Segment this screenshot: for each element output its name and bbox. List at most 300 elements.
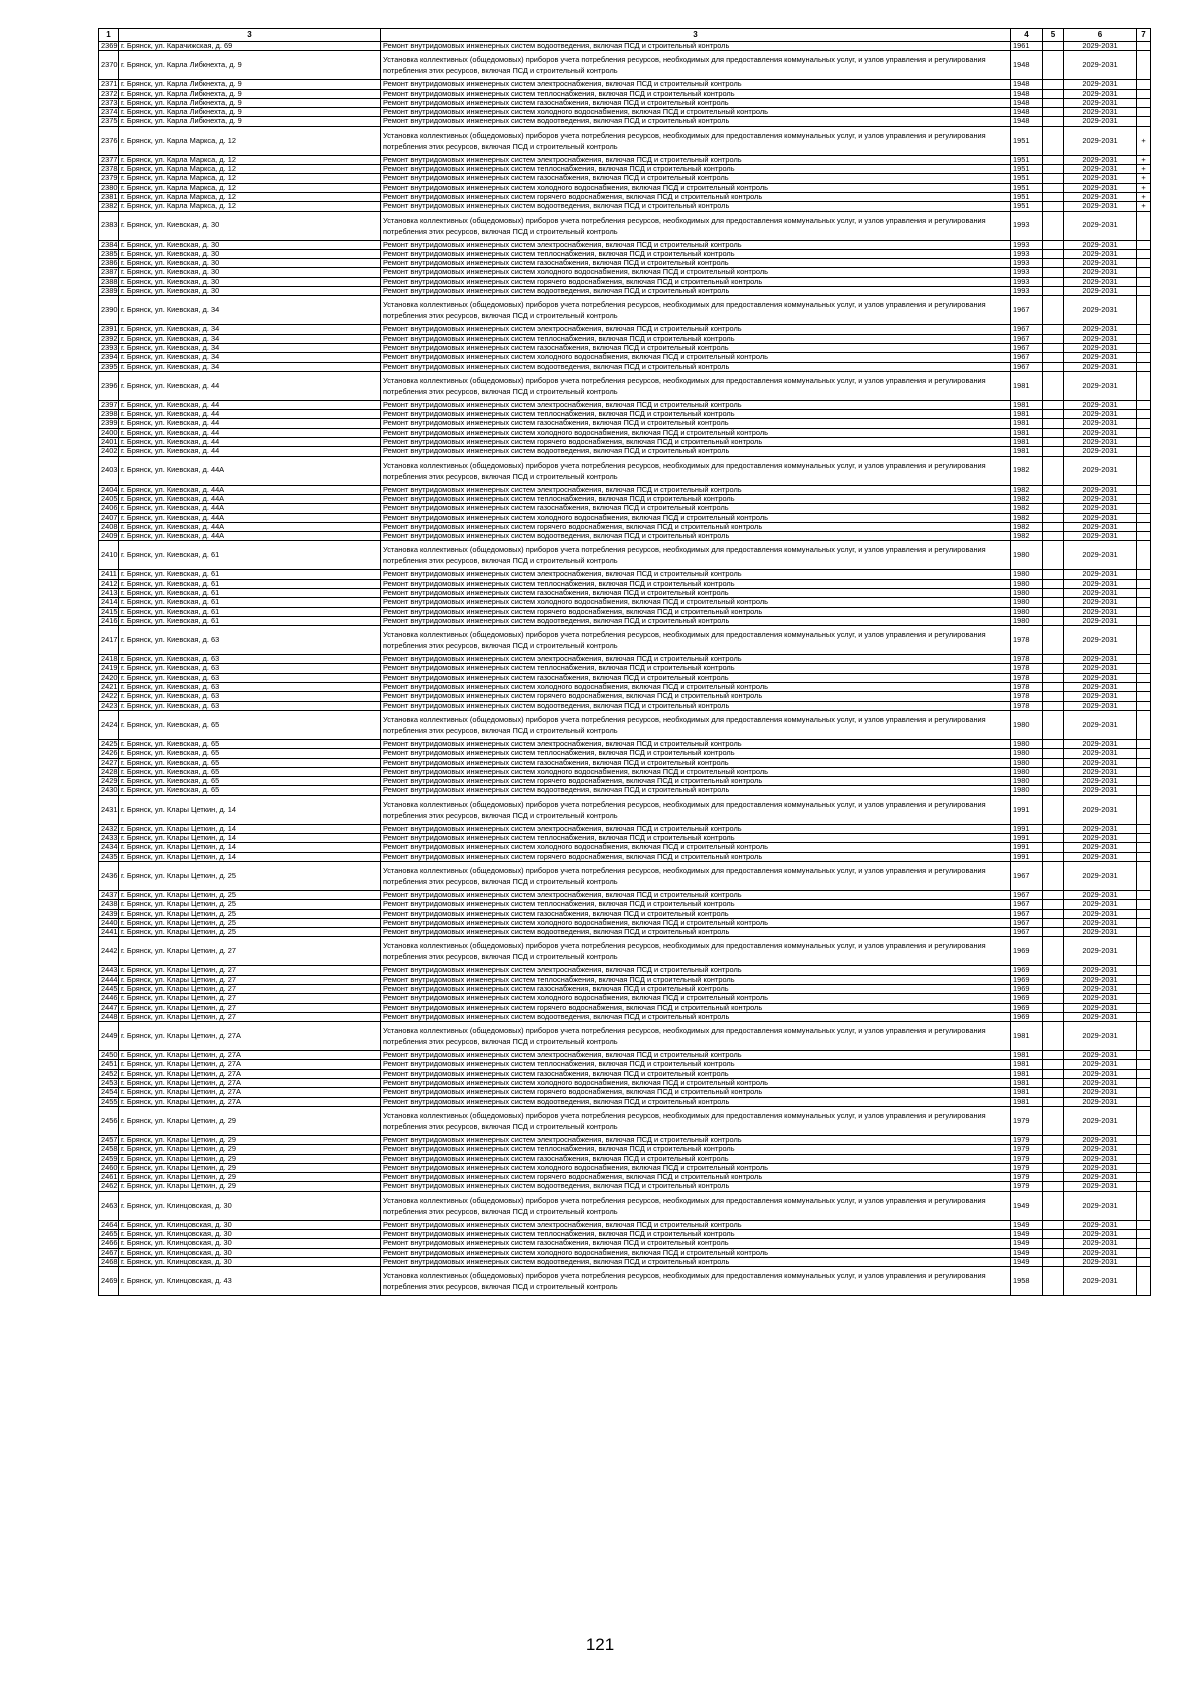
mark-cell: [1137, 259, 1151, 268]
address-cell: г. Брянск, ул. Клары Цеткин, д. 27А: [119, 1022, 381, 1051]
work-type-cell: Ремонт внутридомовых инженерных систем холодного водоснабжения, включая ПСД и строительный контроль: [381, 767, 1011, 776]
empty-cell: [1043, 268, 1064, 277]
table-row: [99, 80, 1151, 89]
address-cell: г. Брянск, ул. Киевская, д. 34: [119, 334, 381, 343]
address-cell: г. Брянск, ул. Киевская, д. 61: [119, 579, 381, 588]
mark-cell: [1137, 1248, 1151, 1257]
mark-cell: [1137, 80, 1151, 89]
mark-cell: [1137, 1106, 1151, 1135]
mark-cell: [1137, 522, 1151, 531]
period-cell: 2029-2031: [1064, 165, 1137, 174]
work-type-cell: Установка коллективных (общедомовых) приборов учета потребления ресурсов, необходимых для предоставления коммунальных услуг, и узлов управления и регулирования потребления этих ресурсов, включая ПСД и строительный контроль: [381, 937, 1011, 966]
table-row: [99, 240, 1151, 249]
year-cell: 1982: [1011, 456, 1043, 485]
mark-cell: [1137, 1173, 1151, 1182]
table-row: [99, 296, 1151, 325]
table-row: [99, 211, 1151, 240]
row-number-cell: 2438: [99, 900, 119, 909]
mark-cell: [1137, 532, 1151, 541]
address-cell: г. Брянск, ул. Карла Либкнехта, д. 9: [119, 98, 381, 107]
empty-cell: [1043, 211, 1064, 240]
row-number-cell: 2415: [99, 607, 119, 616]
work-type-cell: Ремонт внутридомовых инженерных систем теплоснабжения, включая ПСД и строительный контроль: [381, 494, 1011, 503]
work-type-cell: Ремонт внутридомовых инженерных систем теплоснабжения, включая ПСД и строительный контроль: [381, 975, 1011, 984]
year-cell: 1978: [1011, 626, 1043, 655]
empty-cell: [1043, 1267, 1064, 1296]
empty-cell: [1043, 616, 1064, 625]
period-cell: 2029-2031: [1064, 683, 1137, 692]
row-number-cell: 2440: [99, 918, 119, 927]
address-cell: г. Брянск, ул. Карла Либкнехта, д. 9: [119, 80, 381, 89]
empty-cell: [1043, 1220, 1064, 1229]
address-cell: г. Брянск, ул. Клары Цеткин, д. 29: [119, 1182, 381, 1191]
year-cell: 1979: [1011, 1182, 1043, 1191]
empty-cell: [1043, 598, 1064, 607]
mark-cell: [1137, 353, 1151, 362]
mark-cell: [1137, 287, 1151, 296]
year-cell: 1951: [1011, 183, 1043, 192]
empty-cell: [1043, 664, 1064, 673]
work-type-cell: Ремонт внутридомовых инженерных систем холодного водоснабжения, включая ПСД и строительный контроль: [381, 1248, 1011, 1257]
empty-cell: [1043, 1022, 1064, 1051]
row-number-cell: 2394: [99, 353, 119, 362]
table-row: [99, 126, 1151, 155]
year-cell: 1980: [1011, 786, 1043, 795]
table-row: [99, 767, 1151, 776]
table-row: [99, 541, 1151, 570]
period-cell: 2029-2031: [1064, 259, 1137, 268]
period-cell: 2029-2031: [1064, 626, 1137, 655]
empty-cell: [1043, 287, 1064, 296]
empty-cell: [1043, 1003, 1064, 1012]
work-type-cell: Ремонт внутридомовых инженерных систем теплоснабжения, включая ПСД и строительный контроль: [381, 334, 1011, 343]
address-cell: г. Брянск, ул. Киевская, д. 44А: [119, 504, 381, 513]
address-cell: г. Брянск, ул. Киевская, д. 44А: [119, 513, 381, 522]
empty-cell: [1043, 1191, 1064, 1220]
period-cell: 2029-2031: [1064, 362, 1137, 371]
period-cell: 2029-2031: [1064, 400, 1137, 409]
year-cell: 1993: [1011, 277, 1043, 286]
mark-cell: [1137, 51, 1151, 80]
empty-cell: [1043, 89, 1064, 98]
work-type-cell: Ремонт внутридомовых инженерных систем водоотведения, включая ПСД и строительный контроль: [381, 1182, 1011, 1191]
period-cell: 2029-2031: [1064, 513, 1137, 522]
table-row: [99, 692, 1151, 701]
address-cell: г. Брянск, ул. Клары Цеткин, д. 27А: [119, 1088, 381, 1097]
year-cell: 1980: [1011, 607, 1043, 616]
table-row: [99, 277, 1151, 286]
work-type-cell: Ремонт внутридомовых инженерных систем газоснабжения, включая ПСД и строительный контроль: [381, 588, 1011, 597]
work-type-cell: Ремонт внутридомовых инженерных систем холодного водоснабжения, включая ПСД и строительный контроль: [381, 428, 1011, 437]
row-number-cell: 2380: [99, 183, 119, 192]
table-row: [99, 1022, 1151, 1051]
empty-cell: [1043, 786, 1064, 795]
empty-cell: [1043, 51, 1064, 80]
address-cell: г. Брянск, ул. Киевская, д. 65: [119, 710, 381, 739]
year-cell: 1969: [1011, 1003, 1043, 1012]
mark-cell: [1137, 325, 1151, 334]
address-cell: г. Брянск, ул. Клары Цеткин, д. 25: [119, 890, 381, 899]
period-cell: 2029-2031: [1064, 296, 1137, 325]
work-type-cell: Ремонт внутридомовых инженерных систем теплоснабжения, включая ПСД и строительный контроль: [381, 834, 1011, 843]
period-cell: 2029-2031: [1064, 749, 1137, 758]
work-type-cell: Ремонт внутридомовых инженерных систем водоотведения, включая ПСД и строительный контроль: [381, 202, 1011, 211]
table-row: [99, 522, 1151, 531]
row-number-cell: 2441: [99, 928, 119, 937]
period-cell: 2029-2031: [1064, 211, 1137, 240]
table-row: [99, 1060, 1151, 1069]
work-type-cell: Ремонт внутридомовых инженерных систем холодного водоснабжения, включая ПСД и строительный контроль: [381, 1163, 1011, 1172]
empty-cell: [1043, 504, 1064, 513]
table-row: [99, 1012, 1151, 1021]
row-number-cell: 2462: [99, 1182, 119, 1191]
address-cell: г. Брянск, ул. Клары Цеткин, д. 27А: [119, 1051, 381, 1060]
mark-cell: [1137, 749, 1151, 758]
year-cell: 1978: [1011, 673, 1043, 682]
empty-cell: [1043, 165, 1064, 174]
year-cell: 1949: [1011, 1239, 1043, 1248]
mark-cell: [1137, 1154, 1151, 1163]
period-cell: 2029-2031: [1064, 287, 1137, 296]
mark-cell: [1137, 834, 1151, 843]
empty-cell: [1043, 937, 1064, 966]
mark-cell: [1137, 1230, 1151, 1239]
address-cell: г. Брянск, ул. Киевская, д. 30: [119, 259, 381, 268]
row-number-cell: 2452: [99, 1069, 119, 1078]
table-row: [99, 1106, 1151, 1135]
year-cell: 1981: [1011, 1069, 1043, 1078]
period-cell: 2029-2031: [1064, 1069, 1137, 1078]
row-number-cell: 2435: [99, 852, 119, 861]
period-cell: 2029-2031: [1064, 334, 1137, 343]
year-cell: 1980: [1011, 749, 1043, 758]
empty-cell: [1043, 834, 1064, 843]
year-cell: 1980: [1011, 739, 1043, 748]
mark-cell: [1137, 447, 1151, 456]
empty-cell: [1043, 843, 1064, 852]
year-cell: 1991: [1011, 843, 1043, 852]
table-row: [99, 824, 1151, 833]
address-cell: г. Брянск, ул. Киевская, д. 44: [119, 410, 381, 419]
mark-cell: [1137, 343, 1151, 352]
table-row: [99, 1088, 1151, 1097]
address-cell: г. Брянск, ул. Киевская, д. 44: [119, 419, 381, 428]
period-cell: 2029-2031: [1064, 570, 1137, 579]
year-cell: 1980: [1011, 710, 1043, 739]
period-cell: 2029-2031: [1064, 1239, 1137, 1248]
table-row: [99, 1191, 1151, 1220]
year-cell: 1967: [1011, 362, 1043, 371]
period-cell: 2029-2031: [1064, 767, 1137, 776]
period-cell: 2029-2031: [1064, 249, 1137, 258]
address-cell: г. Брянск, ул. Клары Цеткин, д. 14: [119, 843, 381, 852]
period-cell: 2029-2031: [1064, 975, 1137, 984]
address-cell: г. Брянск, ул. Киевская, д. 44А: [119, 485, 381, 494]
address-cell: г. Брянск, ул. Киевская, д. 44: [119, 447, 381, 456]
period-cell: 2029-2031: [1064, 758, 1137, 767]
table-row: [99, 1154, 1151, 1163]
period-cell: 2029-2031: [1064, 117, 1137, 126]
year-cell: 1967: [1011, 928, 1043, 937]
row-number-cell: 2393: [99, 343, 119, 352]
mark-cell: [1137, 1239, 1151, 1248]
work-type-cell: Ремонт внутридомовых инженерных систем газоснабжения, включая ПСД и строительный контроль: [381, 419, 1011, 428]
mark-cell: [1137, 786, 1151, 795]
period-cell: 2029-2031: [1064, 710, 1137, 739]
empty-cell: [1043, 1173, 1064, 1182]
year-cell: 1967: [1011, 334, 1043, 343]
address-cell: г. Брянск, ул. Клинцовская, д. 30: [119, 1257, 381, 1266]
address-cell: г. Брянск, ул. Киевская, д. 30: [119, 240, 381, 249]
year-cell: 1980: [1011, 758, 1043, 767]
year-cell: 1948: [1011, 98, 1043, 107]
year-cell: 1980: [1011, 598, 1043, 607]
year-cell: 1981: [1011, 371, 1043, 400]
year-cell: 1991: [1011, 852, 1043, 861]
empty-cell: [1043, 428, 1064, 437]
work-type-cell: Ремонт внутридомовых инженерных систем электроснабжения, включая ПСД и строительный контроль: [381, 1051, 1011, 1060]
address-cell: г. Брянск, ул. Киевская, д. 44: [119, 428, 381, 437]
empty-cell: [1043, 541, 1064, 570]
address-cell: г. Брянск, ул. Киевская, д. 30: [119, 268, 381, 277]
row-number-cell: 2411: [99, 570, 119, 579]
row-number-cell: 2436: [99, 861, 119, 890]
row-number-cell: 2390: [99, 296, 119, 325]
table-row: [99, 494, 1151, 503]
address-cell: г. Брянск, ул. Киевская, д. 63: [119, 683, 381, 692]
work-type-cell: Ремонт внутридомовых инженерных систем холодного водоснабжения, включая ПСД и строительный контроль: [381, 843, 1011, 852]
work-type-cell: Установка коллективных (общедомовых) приборов учета потребления ресурсов, необходимых для предоставления коммунальных услуг, и узлов управления и регулирования потребления этих ресурсов, включая ПСД и строительный контроль: [381, 710, 1011, 739]
address-cell: г. Брянск, ул. Киевская, д. 44А: [119, 456, 381, 485]
period-cell: 2029-2031: [1064, 410, 1137, 419]
address-cell: г. Брянск, ул. Киевская, д. 61: [119, 616, 381, 625]
period-cell: 2029-2031: [1064, 89, 1137, 98]
work-type-cell: Ремонт внутридомовых инженерных систем холодного водоснабжения, включая ПСД и строительный контроль: [381, 183, 1011, 192]
period-cell: 2029-2031: [1064, 1003, 1137, 1012]
row-number-cell: 2425: [99, 739, 119, 748]
address-cell: г. Брянск, ул. Клары Цеткин, д. 27: [119, 1012, 381, 1021]
address-cell: г. Брянск, ул. Киевская, д. 30: [119, 287, 381, 296]
period-cell: 2029-2031: [1064, 985, 1137, 994]
period-cell: 2029-2031: [1064, 616, 1137, 625]
work-type-cell: Ремонт внутридомовых инженерных систем теплоснабжения, включая ПСД и строительный контроль: [381, 1060, 1011, 1069]
row-number-cell: 2420: [99, 673, 119, 682]
mark-cell: [1137, 485, 1151, 494]
period-cell: 2029-2031: [1064, 777, 1137, 786]
table-row: [99, 834, 1151, 843]
row-number-cell: 2442: [99, 937, 119, 966]
table-row: [99, 909, 1151, 918]
empty-cell: [1043, 673, 1064, 682]
work-type-cell: Ремонт внутридомовых инженерных систем электроснабжения, включая ПСД и строительный контроль: [381, 966, 1011, 975]
mark-cell: [1137, 701, 1151, 710]
table-row: [99, 447, 1151, 456]
period-cell: 2029-2031: [1064, 1145, 1137, 1154]
empty-cell: [1043, 767, 1064, 776]
period-cell: 2029-2031: [1064, 1191, 1137, 1220]
empty-cell: [1043, 259, 1064, 268]
empty-cell: [1043, 852, 1064, 861]
table-row: [99, 1069, 1151, 1078]
period-cell: 2029-2031: [1064, 937, 1137, 966]
empty-cell: [1043, 80, 1064, 89]
table-row: [99, 843, 1151, 852]
work-type-cell: Ремонт внутридомовых инженерных систем газоснабжения, включая ПСД и строительный контроль: [381, 909, 1011, 918]
row-number-cell: 2402: [99, 447, 119, 456]
row-number-cell: 2453: [99, 1079, 119, 1088]
table-row: [99, 777, 1151, 786]
address-cell: г. Брянск, ул. Киевская, д. 63: [119, 664, 381, 673]
period-cell: 2029-2031: [1064, 1051, 1137, 1060]
period-cell: 2029-2031: [1064, 900, 1137, 909]
address-cell: г. Брянск, ул. Карла Либкнехта, д. 9: [119, 108, 381, 117]
work-type-cell: Ремонт внутридомовых инженерных систем холодного водоснабжения, включая ПСД и строительный контроль: [381, 994, 1011, 1003]
empty-cell: [1043, 155, 1064, 164]
table-row: [99, 410, 1151, 419]
table-row: [99, 485, 1151, 494]
year-cell: 1969: [1011, 985, 1043, 994]
row-number-cell: 2412: [99, 579, 119, 588]
table-row: [99, 598, 1151, 607]
mark-cell: [1137, 513, 1151, 522]
period-cell: 2029-2031: [1064, 994, 1137, 1003]
table-row: [99, 42, 1151, 51]
work-type-cell: Ремонт внутридомовых инженерных систем водоотведения, включая ПСД и строительный контроль: [381, 701, 1011, 710]
year-cell: 1967: [1011, 861, 1043, 890]
table-row: [99, 1097, 1151, 1106]
year-cell: 1948: [1011, 89, 1043, 98]
mark-cell: [1137, 900, 1151, 909]
table-row: [99, 1230, 1151, 1239]
address-cell: г. Брянск, ул. Киевская, д. 30: [119, 249, 381, 258]
year-cell: 1979: [1011, 1154, 1043, 1163]
period-cell: 2029-2031: [1064, 485, 1137, 494]
row-number-cell: 2430: [99, 786, 119, 795]
mark-cell: [1137, 994, 1151, 1003]
table-row: [99, 1220, 1151, 1229]
mark-cell: [1137, 795, 1151, 824]
table-row: [99, 1267, 1151, 1296]
row-number-cell: 2374: [99, 108, 119, 117]
period-cell: 2029-2031: [1064, 664, 1137, 673]
year-cell: 1951: [1011, 165, 1043, 174]
row-number-cell: 2401: [99, 438, 119, 447]
empty-cell: [1043, 456, 1064, 485]
address-cell: г. Брянск, ул. Киевская, д. 44: [119, 438, 381, 447]
work-type-cell: Установка коллективных (общедомовых) приборов учета потребления ресурсов, необходимых для предоставления коммунальных услуг, и узлов управления и регулирования потребления этих ресурсов, включая ПСД и строительный контроль: [381, 1267, 1011, 1296]
header-cell: 6: [1064, 29, 1137, 42]
table-row: [99, 579, 1151, 588]
empty-cell: [1043, 1069, 1064, 1078]
row-number-cell: 2468: [99, 1257, 119, 1266]
work-type-cell: Установка коллективных (общедомовых) приборов учета потребления ресурсов, необходимых для предоставления коммунальных услуг, и узлов управления и регулирования потребления этих ресурсов, включая ПСД и строительный контроль: [381, 371, 1011, 400]
period-cell: 2029-2031: [1064, 42, 1137, 51]
table-row: [99, 701, 1151, 710]
empty-cell: [1043, 410, 1064, 419]
header-cell: 3: [381, 29, 1011, 42]
empty-cell: [1043, 1239, 1064, 1248]
empty-cell: [1043, 1154, 1064, 1163]
table-row: [99, 334, 1151, 343]
empty-cell: [1043, 1257, 1064, 1266]
table-row: [99, 683, 1151, 692]
work-type-cell: Ремонт внутридомовых инженерных систем электроснабжения, включая ПСД и строительный контроль: [381, 485, 1011, 494]
empty-cell: [1043, 1248, 1064, 1257]
work-type-cell: Ремонт внутридомовых инженерных систем холодного водоснабжения, включая ПСД и строительный контроль: [381, 598, 1011, 607]
work-type-cell: Ремонт внутридомовых инженерных систем электроснабжения, включая ПСД и строительный контроль: [381, 570, 1011, 579]
address-cell: г. Брянск, ул. Клинцовская, д. 30: [119, 1191, 381, 1220]
header-cell: 5: [1043, 29, 1064, 42]
address-cell: г. Брянск, ул. Клинцовская, д. 30: [119, 1248, 381, 1257]
mark-cell: [1137, 277, 1151, 286]
mark-cell: [1137, 655, 1151, 664]
row-number-cell: 2369: [99, 42, 119, 51]
mark-cell: [1137, 42, 1151, 51]
table-row: [99, 655, 1151, 664]
empty-cell: [1043, 485, 1064, 494]
work-type-cell: Ремонт внутридомовых инженерных систем водоотведения, включая ПСД и строительный контроль: [381, 447, 1011, 456]
row-number-cell: 2404: [99, 485, 119, 494]
row-number-cell: 2449: [99, 1022, 119, 1051]
row-number-cell: 2410: [99, 541, 119, 570]
work-type-cell: Ремонт внутридомовых инженерных систем водоотведения, включая ПСД и строительный контроль: [381, 1257, 1011, 1266]
year-cell: 1978: [1011, 655, 1043, 664]
table-row: [99, 174, 1151, 183]
row-number-cell: 2371: [99, 80, 119, 89]
mark-cell: [1137, 890, 1151, 899]
period-cell: 2029-2031: [1064, 532, 1137, 541]
empty-cell: [1043, 1079, 1064, 1088]
address-cell: г. Брянск, ул. Клары Цеткин, д. 29: [119, 1106, 381, 1135]
period-cell: 2029-2031: [1064, 1022, 1137, 1051]
empty-cell: [1043, 419, 1064, 428]
year-cell: 1991: [1011, 824, 1043, 833]
table-row: [99, 353, 1151, 362]
empty-cell: [1043, 513, 1064, 522]
empty-cell: [1043, 739, 1064, 748]
year-cell: 1981: [1011, 419, 1043, 428]
work-type-cell: Ремонт внутридомовых инженерных систем водоотведения, включая ПСД и строительный контроль: [381, 117, 1011, 126]
mark-cell: +: [1137, 183, 1151, 192]
year-cell: 1993: [1011, 249, 1043, 258]
address-cell: г. Брянск, ул. Киевская, д. 65: [119, 767, 381, 776]
empty-cell: [1043, 692, 1064, 701]
header-cell: 1: [99, 29, 119, 42]
mark-cell: [1137, 1069, 1151, 1078]
period-cell: 2029-2031: [1064, 98, 1137, 107]
row-number-cell: 2446: [99, 994, 119, 1003]
row-number-cell: 2378: [99, 165, 119, 174]
mark-cell: [1137, 739, 1151, 748]
row-number-cell: 2432: [99, 824, 119, 833]
year-cell: 1982: [1011, 485, 1043, 494]
empty-cell: [1043, 42, 1064, 51]
empty-cell: [1043, 626, 1064, 655]
mark-cell: [1137, 1163, 1151, 1172]
row-number-cell: 2382: [99, 202, 119, 211]
address-cell: г. Брянск, ул. Клинцовская, д. 30: [119, 1239, 381, 1248]
row-number-cell: 2387: [99, 268, 119, 277]
table-row: [99, 918, 1151, 927]
period-cell: 2029-2031: [1064, 428, 1137, 437]
year-cell: 1949: [1011, 1220, 1043, 1229]
year-cell: 1993: [1011, 268, 1043, 277]
mark-cell: [1137, 456, 1151, 485]
address-cell: г. Брянск, ул. Клинцовская, д. 30: [119, 1220, 381, 1229]
work-type-cell: Ремонт внутридомовых инженерных систем электроснабжения, включая ПСД и строительный контроль: [381, 824, 1011, 833]
row-number-cell: 2379: [99, 174, 119, 183]
empty-cell: [1043, 1145, 1064, 1154]
